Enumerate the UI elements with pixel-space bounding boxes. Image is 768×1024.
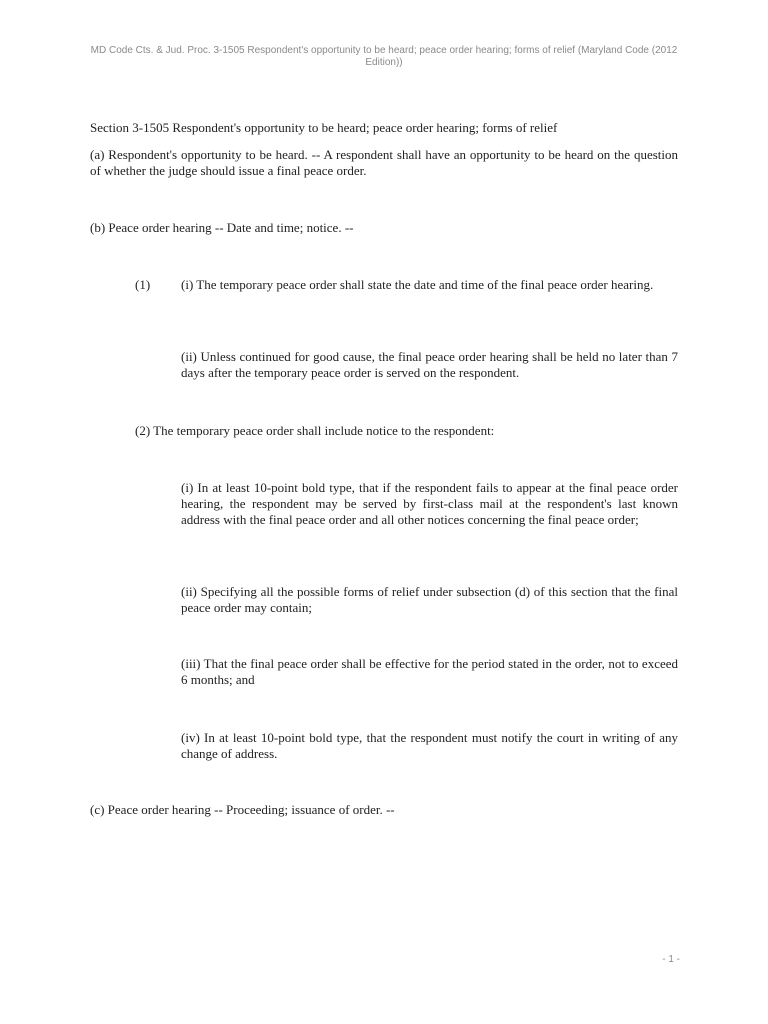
- clause-b2-ii: (ii) Specifying all the possible forms of relief under subsection (d) of this section that the final peace order may contain;: [181, 584, 678, 615]
- clause-b2-iii: (iii) That the final peace order shall be effective for the period stated in the order, not to exceed 6 months; and: [181, 656, 678, 687]
- page-number: - 1 -: [662, 954, 680, 965]
- subsection-c-heading: (c) Peace order hearing -- Proceeding; issuance of order. --: [90, 802, 395, 817]
- clause-b1-i: (i) The temporary peace order shall state the date and time of the final peace order hearing.: [181, 277, 654, 292]
- subsection-b-heading: (b) Peace order hearing -- Date and time; notice. --: [90, 220, 354, 235]
- clause-b2-i: (i) In at least 10-point bold type, that if the respondent fails to appear at the final peace order hearing, the respondent may be served by first-class mail at the respondent's last known address with the final peace order and all other notices concerning the final peace order;: [181, 480, 678, 527]
- paragraph-number-b1: (1): [135, 277, 151, 292]
- subsection-a: (a) Respondent's opportunity to be heard. -- A respondent shall have an opportunity to be heard on the question of whether the judge should issue a final peace order.: [90, 147, 678, 178]
- running-header: MD Code Cts. & Jud. Proc. 3-1505 Respondent's opportunity to be heard; peace order hearing; forms of relief (Maryland Code (2012 Edition)): [90, 45, 678, 68]
- paragraph-b2-intro: (2) The temporary peace order shall include notice to the respondent:: [135, 423, 495, 438]
- clause-b2-iv: (iv) In at least 10-point bold type, that the respondent must notify the court in writing of any change of address.: [181, 730, 678, 761]
- section-title: Section 3-1505 Respondent's opportunity to be heard; peace order hearing; forms of relief: [90, 120, 558, 135]
- clause-b1-ii: (ii) Unless continued for good cause, the final peace order hearing shall be held no later than 7 days after the temporary peace order is served on the respondent.: [181, 349, 678, 380]
